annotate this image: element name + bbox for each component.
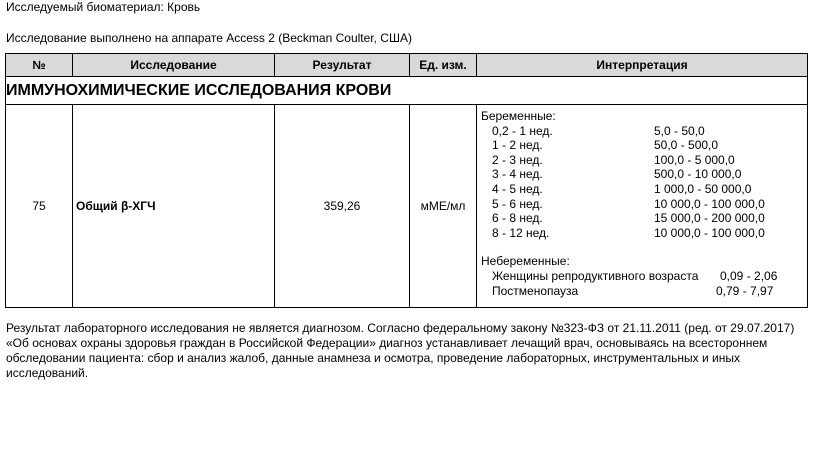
reference-value: 1 000,0 - 50 000,0 xyxy=(654,181,752,196)
reference-label: 8 - 12 нед. xyxy=(492,225,550,240)
biomaterial-line: Исследуемый биоматериал: Кровь xyxy=(6,0,201,14)
reference-label: 1 - 2 нед. xyxy=(492,138,543,153)
reference-label: Постменопауза xyxy=(492,283,579,298)
reference-value: 5,0 - 50,0 xyxy=(654,123,705,138)
reference-value: 500,0 - 10 000,0 xyxy=(654,167,742,182)
reference-label: 0,2 - 1 нед. xyxy=(492,123,553,138)
reference-row xyxy=(481,197,803,212)
reference-row xyxy=(481,153,803,168)
device-line: Исследование выполнено на аппарате Access 2 (Beckman Coulter, США) xyxy=(6,31,412,45)
section-title: ИММУНОХИМИЧЕСКИЕ ИССЛЕДОВАНИЯ КРОВИ xyxy=(6,77,808,105)
reference-row xyxy=(481,211,803,226)
reference-row xyxy=(481,138,803,153)
column-header-interpretation: Интерпретация xyxy=(477,54,808,77)
disclaimer-text: Результат лабораторного исследования не является диагнозом. Согласно федеральному закону №323-ФЗ от 21.11.2011 (ред. от 29.07.2017) «Об основах охраны здоровья граждан в Российской Федерации» диагноз устанавливает лечащий врач, основываясь на всестороннем обследовании пациента: сбор и анализ жалоб, данные анамнеза и осмотра, проведение лабораторных, инструментальных и иных исследований. xyxy=(6,321,795,380)
reference-value: 15 000,0 - 200 000,0 xyxy=(654,211,765,226)
column-header-test: Исследование xyxy=(73,54,275,77)
spacer xyxy=(481,240,803,254)
reference-row xyxy=(481,124,803,139)
reference-row xyxy=(481,269,803,284)
reference-label: Женщины репродуктивного возраста xyxy=(492,268,699,283)
reference-label: 6 - 8 нед. xyxy=(492,211,543,226)
reference-label: 4 - 5 нед. xyxy=(492,181,543,196)
interpretation-cell xyxy=(477,105,808,308)
results-table xyxy=(5,53,808,308)
reference-label: 5 - 6 нед. xyxy=(492,196,543,211)
section-row xyxy=(6,77,808,105)
reference-label: 3 - 4 нед. xyxy=(492,167,543,182)
reference-label: 2 - 3 нед. xyxy=(492,152,543,167)
reference-value: 100,0 - 5 000,0 xyxy=(654,152,735,167)
test-name: Общий β-ХГЧ xyxy=(73,105,275,308)
reference-value: 50,0 - 500,0 xyxy=(654,138,719,153)
reference-row xyxy=(481,284,803,299)
reference-row xyxy=(481,226,803,241)
reference-value: 0,09 - 2,06 xyxy=(720,268,778,283)
reference-row xyxy=(481,182,803,197)
reference-value: 10 000,0 - 100 000,0 xyxy=(654,225,765,240)
reference-value: 10 000,0 - 100 000,0 xyxy=(654,196,765,211)
column-header-unit: Ед. изм. xyxy=(410,54,477,77)
reference-row xyxy=(481,167,803,182)
row-number: 75 xyxy=(6,105,73,308)
table-header-row xyxy=(6,54,808,77)
test-unit: мМЕ/мл xyxy=(410,105,477,308)
test-result: 359,26 xyxy=(275,105,410,308)
column-header-result: Результат xyxy=(275,54,410,77)
column-header-number: № xyxy=(6,54,73,77)
pregnant-title: Беременные: xyxy=(481,109,556,123)
nonpregnant-title: Небеременные: xyxy=(481,254,570,269)
reference-value: 0,79 - 7,97 xyxy=(716,283,774,298)
table-row xyxy=(6,105,808,308)
